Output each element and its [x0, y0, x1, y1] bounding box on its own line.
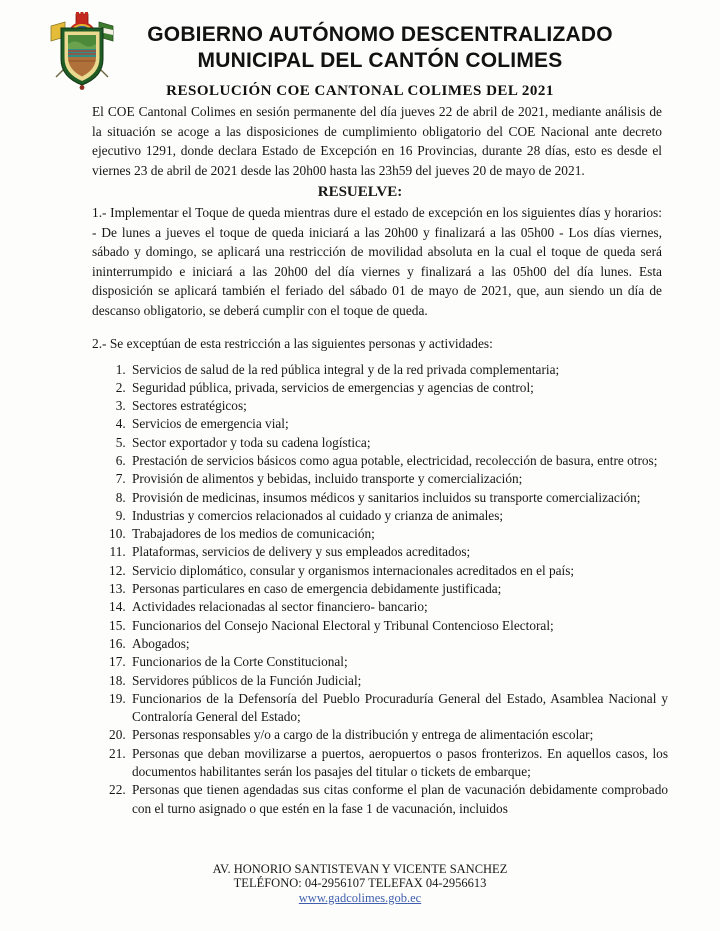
footer-address: AV. HONORIO SANTISTEVAN Y VICENTE SANCHEZ [212, 861, 508, 876]
exception-item: 9. Industrias y comercios relacionados al cuidado y crianza de animales; [129, 507, 668, 525]
exception-item: 11. Plataformas, servicios de delivery y sus empleados acreditados; [129, 543, 668, 561]
clause-2-paragraph: 2.- Se exceptúan de esta restricción a las siguientes personas y actividades: [92, 336, 493, 351]
intro-paragraph: El COE Cantonal Colimes en sesión permanente del día jueves 22 de abril de 2021, mediante análisis de la situación se acoge a las disposiciones de cumplimiento obligatorio del COE Nacional ante decreto ejecutivo 1291, donde declara Estado de Excepción en 16 Provincias, durante 28 días, esto es desde el viernes 23 de abril de 2021 desde las 20h00 hasta las 23h59 del jueves 20 de mayo de 2021. [92, 104, 662, 178]
exception-item: 2. Seguridad pública, privada, servicios de emergencias y agencias de control; [129, 379, 668, 397]
clause-1-paragraph: 1.- Implementar el Toque de queda mientras dure el estado de excepción en los siguientes días y horarios: - De lunes a jueves el toque de queda iniciará a las 20h00 y finalizará a las 05h00 - Los días viernes, sábado y domingo, se aplicará una restricción de movilidad absoluta en la cual el toque de queda será ininterrumpido e iniciará a las 20h00 del día viernes y finalizará a las 05h00 del día lunes. Esta disposición se aplicará también el feriado del sábado 01 de mayo de 2021, que, aun siendo un día de descanso obligatorio, se deberá cumplir con el toque de queda. [92, 205, 662, 318]
exception-item: 15. Funcionarios del Consejo Nacional Electoral y Tribunal Contencioso Electoral; [129, 617, 668, 635]
resolution-title: RESOLUCIÓN COE CANTONAL COLIMES DEL 2021 [166, 83, 554, 99]
org-title-line2: MUNICIPAL DEL CANTÓN COLIMES [197, 49, 563, 72]
exceptions-list [92, 361, 668, 818]
exception-item: 4. Servicios de emergencia vial; [129, 415, 668, 433]
exception-item: 7. Provisión de alimentos y bebidas, incluido transporte y comercialización; [129, 470, 668, 488]
title-block [95, 13, 665, 74]
exception-item: 20. Personas responsables y/o a cargo de la distribución y entrega de alimentación escolar; [129, 726, 668, 744]
exception-item: 13. Personas particulares en caso de emergencia debidamente justificada; [129, 580, 668, 598]
exception-item: 14. Actividades relacionadas al sector financiero- bancario; [129, 598, 668, 616]
exception-item: 18. Servidores públicos de la Función Judicial; [129, 672, 668, 690]
exception-item: 5. Sector exportador y toda su cadena logística; [129, 434, 668, 452]
coat-of-arms-logo [47, 11, 117, 91]
website-link[interactable]: www.gadcolimes.gob.ec [298, 890, 422, 905]
exception-item: 17. Funcionarios de la Corte Constitucional; [129, 653, 668, 671]
exception-item: 12. Servicio diplomático, consular y organismos internacionales acreditados en el país; [129, 562, 668, 580]
exception-item: 16. Abogados; [129, 635, 668, 653]
exception-item: 21. Personas que deban movilizarse a puertos, aeropuertos o pasos fronterizos. En aquellos casos, los documentos habilitantes serán los pasajes del titular o tickets de embarque; [129, 745, 668, 782]
exception-item: 19. Funcionarios de la Defensoría del Pueblo Procuraduría General del Estado, Asamblea Nacional y Contraloría General del Estado; [129, 690, 668, 727]
exception-item: 10. Trabajadores de los medios de comunicación; [129, 525, 668, 543]
exception-item: 1. Servicios de salud de la red pública integral y de la red privada complementaria; [129, 361, 668, 379]
org-title-line1: GOBIERNO AUTÓNOMO DESCENTRALIZADO [147, 23, 613, 46]
exception-item: 3. Sectores estratégicos; [129, 397, 668, 415]
resolve-heading: RESUELVE: [317, 184, 403, 200]
footer-phone: TELÉFONO: 04-2956107 TELEFAX 04-2956613 [233, 876, 487, 890]
coat-of-arms-icon [47, 11, 117, 91]
exception-item: 22. Personas que tienen agendadas sus citas conforme el plan de vacunación debidamente comprobado con el turno asignado o que estén en la fase 1 de vacunación, incluidos [129, 781, 668, 818]
exception-item: 8. Provisión de medicinas, insumos médicos y sanitarios incluidos su transporte comercialización; [129, 489, 668, 507]
exception-item: 6. Prestación de servicios básicos como agua potable, electricidad, recolección de basura, entre otros; [129, 452, 668, 470]
document-header [0, 0, 720, 74]
document-footer [0, 862, 720, 906]
